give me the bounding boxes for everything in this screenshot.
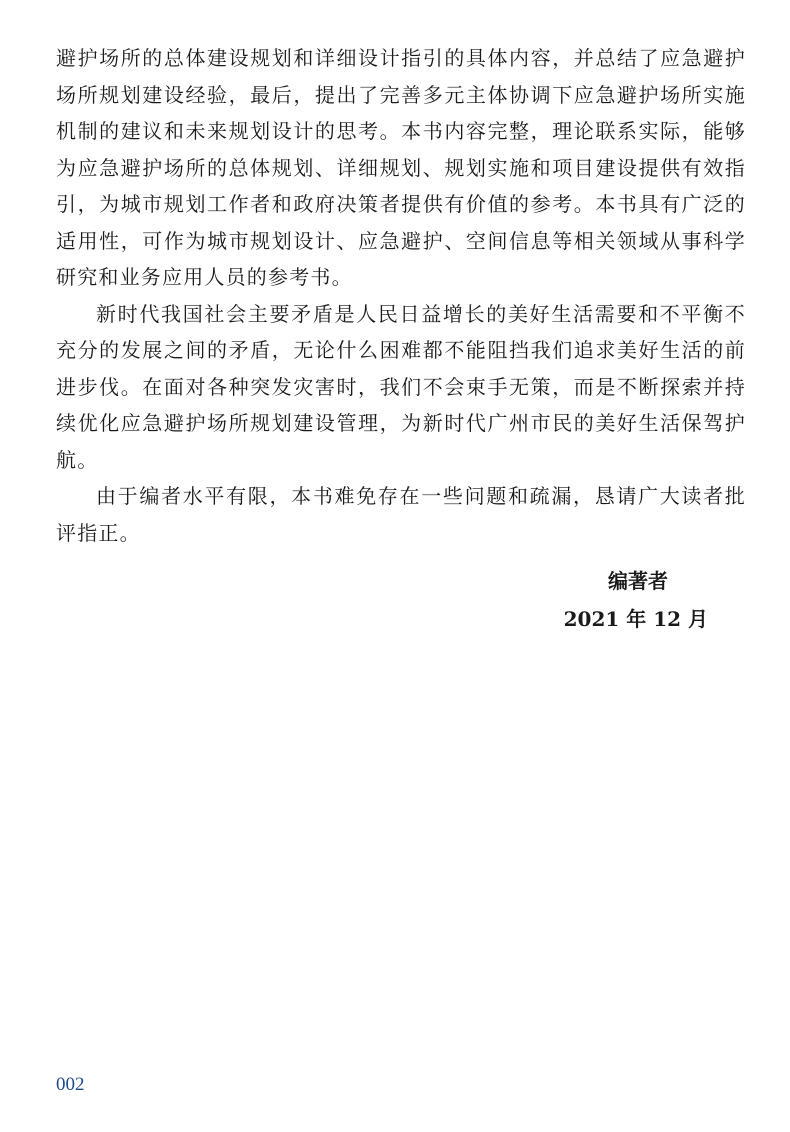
signature-block <box>508 562 708 638</box>
paragraph-new-era: 新时代我国社会主要矛盾是人民日益增长的美好生活需要和不平衡不充分的发展之间的矛盾，无论什么困难都不能阻挡我们追求美好生活的前进步伐。在面对各种突发灾害时，我们不会束手无策，而是不断探索并持续优化应急避护场所规划建设管理，为新时代广州市民的美好生活保驾护航。 <box>56 301 746 472</box>
paragraph-continued: 避护场所的总体建设规划和详细设计指引的具体内容，并总结了应急避护场所规划建设经验，最后，提出了完善多元主体协调下应急避护场所实施机制的建议和未来规划设计的思考。本书内容完整，理论联系实际，能够为应急避护场所的总体规划、详细规划、规划实施和项目建设提供有效指引，为城市规划工作者和政府决策者提供有价值的参考。本书具有广泛的适用性，可作为城市规划设计、应急避护、空间信息等相关领域从事科学研究和业务应用人员的参考书。 <box>56 46 746 289</box>
signature-author: 编著者 <box>608 569 668 593</box>
signature-date: 2021 年 12 月 <box>563 607 708 631</box>
preface-body <box>56 40 746 551</box>
page-number: 002 <box>56 1074 85 1095</box>
paragraph-apology: 由于编者水平有限，本书难免存在一些问题和疏漏，恳请广大读者批评指正。 <box>56 484 746 545</box>
